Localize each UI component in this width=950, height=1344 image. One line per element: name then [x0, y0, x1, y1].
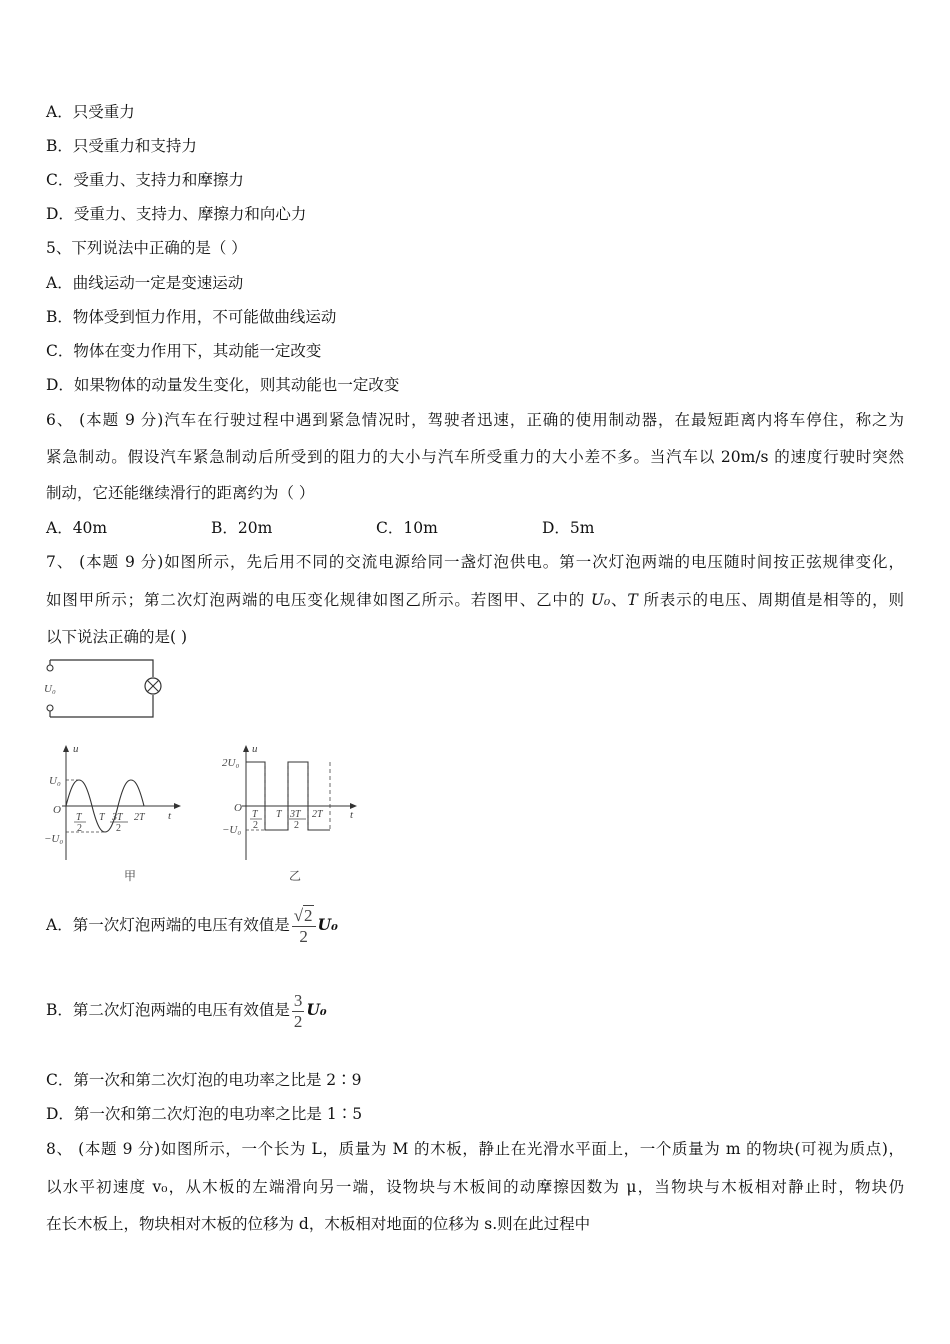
- q8-stem-line-1: 8、 (本题 9 分)如图所示，一个长为 L，质量为 M 的木板，静止在光滑水平面上，一个质量为 m 的物块(可视为质点)，: [46, 1140, 904, 1158]
- q8-stem-line-2: 以水平初速度 v₀，从木板的左端滑向另一端，设物块与木板间的动摩擦因数为 μ，当物块与木板相对静止时，物块仍: [46, 1178, 904, 1196]
- jia-t-3T-num: 3T: [112, 812, 123, 823]
- yi-2u0-label: 2U₀: [222, 757, 240, 769]
- jia-u0-label: U₀: [49, 775, 61, 787]
- q4-option-a: A．只受重力: [46, 103, 135, 121]
- jia-t-T: T: [99, 812, 105, 823]
- q4-option-b: B．只受重力和支持力: [46, 137, 197, 155]
- q5-option-a: A．曲线运动一定是变速运动: [46, 274, 244, 292]
- q5-option-b: B．物体受到恒力作用，不可能做曲线运动: [46, 308, 337, 326]
- yi-caption: 乙: [289, 869, 302, 883]
- yi-t-half-num: T: [252, 809, 258, 820]
- q6-option-d: D．5m: [542, 519, 595, 537]
- yi-t-3T-den: 2: [294, 820, 299, 831]
- terminal-bottom: [47, 705, 53, 711]
- q7-option-b: B．第二次灯泡两端的电压有效值是 $\frac{3}{2}$ U₀: [46, 990, 327, 1031]
- lamp-icon: [145, 678, 161, 694]
- q7-stem-line-1: 7、 (本题 9 分)如图所示，先后用不同的交流电源给同一盏灯泡供电。第一次灯泡两端的电压随时间按正弦规律变化，: [46, 553, 904, 571]
- jia-t-half-den: 2: [77, 823, 82, 834]
- q5-option-c: C．物体在变力作用下，其动能一定改变: [46, 342, 322, 360]
- yi-t-T: T: [276, 809, 282, 820]
- yi-axis-t: t: [350, 809, 354, 821]
- q6-options: [46, 518, 595, 538]
- q4-option-d: D．受重力、支持力、摩擦力和向心力: [46, 205, 307, 223]
- graph-yi: [220, 742, 370, 887]
- q5-option-d: D．如果物体的动量发生变化，则其动能也一定改变: [46, 376, 400, 394]
- jia-t-half-num: T: [76, 812, 82, 823]
- q6-stem-line-3: 制动，它还能继续滑行的距离约为（ ）: [46, 484, 315, 502]
- circuit-diagram: [40, 655, 170, 725]
- yi-t-half-den: 2: [253, 820, 258, 831]
- q7-stem-line-3: 以下说法正确的是( ): [46, 628, 188, 646]
- q6-option-c: C．10m: [376, 519, 438, 537]
- jia-t-3T-den: 2: [116, 823, 121, 834]
- yi-t-2T: 2T: [312, 809, 323, 820]
- yi-t-3T-num: 3T: [290, 809, 301, 820]
- q8-stem-line-3: 在长木板上，物块相对木板的位移为 d，木板相对地面的位移为 s.则在此过程中: [46, 1215, 591, 1233]
- jia-axis-u: u: [73, 743, 79, 755]
- q7-option-c: C．第一次和第二次灯泡的电功率之比是 2∶9: [46, 1071, 362, 1089]
- yi-neg-u0-label: −U₀: [222, 824, 242, 836]
- fraction-sqrt2-over-2: $\frac{√2}{2}$: [292, 906, 316, 947]
- jia-axis-t: t: [168, 810, 172, 822]
- jia-neg-u0-label: −U₀: [44, 833, 64, 845]
- circuit-voltage-label: U₀: [44, 683, 56, 695]
- q6-stem-line-1: 6、 (本题 9 分)汽车在行驶过程中遇到紧急情况时，驾驶者迅速，正确的使用制动器，在最短距离内将车停住，称之为: [46, 411, 904, 429]
- jia-caption: 甲: [124, 869, 137, 883]
- q6-stem-line-2: 紧急制动。假设汽车紧急制动后所受到的阻力的大小与汽车所受重力的大小差不多。当汽车以 20m/s 的速度行驶时突然: [46, 448, 904, 466]
- yi-axis-u: u: [252, 743, 258, 755]
- graph-jia: [40, 742, 190, 887]
- q7-stem-line-2: 如图甲所示；第二次灯泡两端的电压变化规律如图乙所示。若图甲、乙中的 U₀、T 所表示的电压、周期值是相等的，则: [46, 591, 904, 609]
- terminal-top: [47, 665, 53, 671]
- jia-origin: O: [53, 804, 61, 816]
- fraction-3-over-2: $\frac{3}{2}$: [293, 990, 303, 1031]
- q5-stem: 5、下列说法中正确的是（ ）: [46, 239, 247, 257]
- q6-option-b: B．20m: [211, 519, 273, 537]
- yi-origin: O: [234, 802, 242, 814]
- q4-option-c: C．受重力、支持力和摩擦力: [46, 171, 244, 189]
- q7-option-d: D．第一次和第二次灯泡的电功率之比是 1∶5: [46, 1105, 363, 1123]
- jia-t-2T: 2T: [134, 812, 145, 823]
- q7-option-a: A．第一次灯泡两端的电压有效值是 $\frac{√2}{2}$ U₀: [46, 905, 338, 946]
- q6-option-a: A．40m: [46, 519, 108, 537]
